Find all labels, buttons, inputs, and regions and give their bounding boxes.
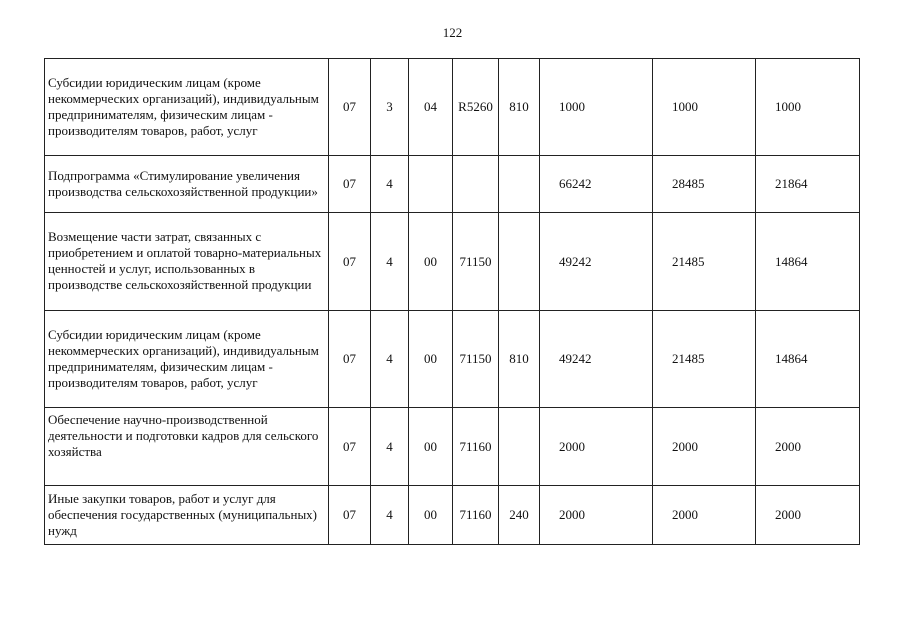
- row-name-cell: Иные закупки товаров, работ и услуг для обеспечения государственных (муниципальных) нужд: [45, 486, 329, 545]
- table-row: [45, 59, 860, 156]
- expense-type-cell: [499, 156, 540, 213]
- subsection-code-cell: 3: [371, 59, 409, 156]
- subsection-code-cell: 4: [371, 156, 409, 213]
- amount-year-1-cell: 49242: [540, 311, 653, 408]
- program-code-cell: 00: [409, 486, 453, 545]
- row-name-cell: Субсидии юридическим лицам (кроме некоммерческих организаций), индивидуальным предпринимателям, физическим лицам - производителям товаров, работ, услуг: [45, 311, 329, 408]
- program-code-cell: 04: [409, 59, 453, 156]
- section-code-cell: 07: [329, 311, 371, 408]
- expense-type-cell: [499, 408, 540, 486]
- expense-type-cell: 810: [499, 59, 540, 156]
- item-code-cell: [453, 156, 499, 213]
- amount-year-2-cell: 1000: [653, 59, 756, 156]
- amount-year-2-cell: 28485: [653, 156, 756, 213]
- table-row: [45, 213, 860, 311]
- amount-year-1-cell: 49242: [540, 213, 653, 311]
- item-code-cell: 71160: [453, 486, 499, 545]
- amount-year-3-cell: 1000: [756, 59, 860, 156]
- amount-year-2-cell: 21485: [653, 213, 756, 311]
- amount-year-1-cell: 2000: [540, 486, 653, 545]
- item-code-cell: 71150: [453, 311, 499, 408]
- program-code-cell: 00: [409, 408, 453, 486]
- row-name-cell: Обеспечение научно-производственной деятельности и подготовки кадров для сельского хозяйства: [45, 408, 329, 486]
- amount-year-2-cell: 21485: [653, 311, 756, 408]
- item-code-cell: 71160: [453, 408, 499, 486]
- table-row: [45, 486, 860, 545]
- table-row: [45, 408, 860, 486]
- row-name-cell: Возмещение части затрат, связанных с приобретением и оплатой товарно-материальных ценностей и услуг, использованных в производстве сельскохозяйственной продукции: [45, 213, 329, 311]
- section-code-cell: 07: [329, 408, 371, 486]
- subsection-code-cell: 4: [371, 408, 409, 486]
- subsection-code-cell: 4: [371, 213, 409, 311]
- subsection-code-cell: 4: [371, 486, 409, 545]
- amount-year-3-cell: 2000: [756, 408, 860, 486]
- amount-year-3-cell: 21864: [756, 156, 860, 213]
- row-name-cell: Субсидии юридическим лицам (кроме некоммерческих организаций), индивидуальным предпринимателям, физическим лицам - производителям товаров, работ, услуг: [45, 59, 329, 156]
- section-code-cell: 07: [329, 213, 371, 311]
- amount-year-1-cell: 66242: [540, 156, 653, 213]
- amount-year-3-cell: 14864: [756, 213, 860, 311]
- item-code-cell: R5260: [453, 59, 499, 156]
- table-row: [45, 156, 860, 213]
- section-code-cell: 07: [329, 59, 371, 156]
- amount-year-2-cell: 2000: [653, 486, 756, 545]
- row-name-cell: Подпрограмма «Стимулирование увеличения производства сельскохозяйственной продукции»: [45, 156, 329, 213]
- expense-type-cell: [499, 213, 540, 311]
- expense-type-cell: 810: [499, 311, 540, 408]
- amount-year-3-cell: 14864: [756, 311, 860, 408]
- program-code-cell: 00: [409, 213, 453, 311]
- budget-table: [44, 58, 860, 545]
- page-number: 122: [442, 25, 463, 40]
- section-code-cell: 07: [329, 156, 371, 213]
- amount-year-2-cell: 2000: [653, 408, 756, 486]
- amount-year-1-cell: 2000: [540, 408, 653, 486]
- amount-year-1-cell: 1000: [540, 59, 653, 156]
- section-code-cell: 07: [329, 486, 371, 545]
- item-code-cell: 71150: [453, 213, 499, 311]
- program-code-cell: 00: [409, 311, 453, 408]
- subsection-code-cell: 4: [371, 311, 409, 408]
- expense-type-cell: 240: [499, 486, 540, 545]
- program-code-cell: [409, 156, 453, 213]
- table-row: [45, 311, 860, 408]
- amount-year-3-cell: 2000: [756, 486, 860, 545]
